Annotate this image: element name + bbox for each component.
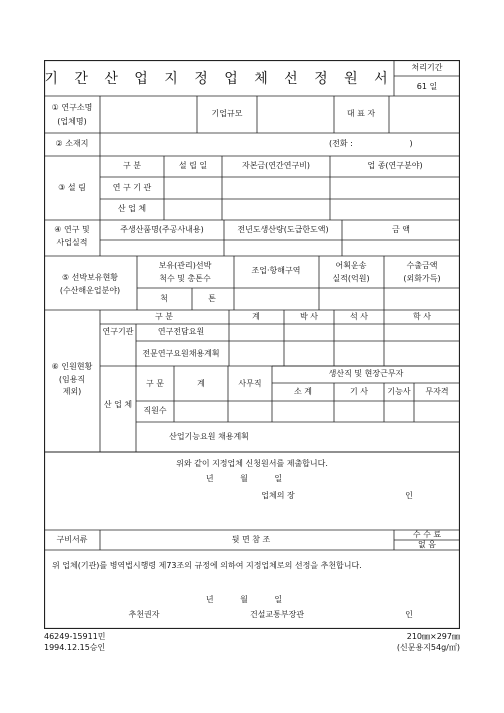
establish-head-gubun: 구 분 <box>123 161 141 170</box>
company-head-production: 생산직 및 현장근무자 <box>328 369 404 378</box>
company-sub-engineer: 기 사 <box>350 387 368 396</box>
staff-sublabel-b: 제외) <box>62 387 82 396</box>
see-reverse-side: 뒷 면 참 조 <box>231 535 271 544</box>
paper-size: 210㎜×297㎜ <box>406 632 460 641</box>
address-label: ② 소재지 <box>55 139 89 148</box>
recommender-label: 추천권자 <box>128 610 160 619</box>
staff-head-phd: 박 사 <box>300 312 318 321</box>
org-name-sublabel: (업체명) <box>57 117 87 126</box>
company-scale-label: 기업규모 <box>211 109 243 118</box>
vessel-status-sublabel: (수산해운업분야) <box>59 286 121 295</box>
company-head-office: 사무직 <box>238 379 262 388</box>
establish-head-capital: 자본금(연간연구비) <box>241 161 311 170</box>
staff-head-bachelor: 학 사 <box>413 312 431 321</box>
staff-head-total: 계 <box>252 312 260 321</box>
establish-row-company: 산 업 체 <box>117 204 147 213</box>
staff-label: ⑥ 인원현황 <box>51 362 93 371</box>
company-head-gubun: 구 문 <box>146 379 164 388</box>
staff-dedicated-researchers: 연구전담요원 <box>157 327 205 336</box>
form-title: 기 간 산 업 지 정 업 체 선 정 원 서 <box>44 71 394 87</box>
export-sublabel: (외화가득) <box>403 274 441 283</box>
fee-label: 수 수 료 <box>412 530 442 539</box>
company-sub-uncertified: 무자격 <box>425 387 449 396</box>
company-tech-hiring-plan: 산업기능요원 채용계획 <box>169 432 249 441</box>
approval-date: 1994.12.15승인 <box>44 643 106 652</box>
documents-label: 구비서류 <box>56 535 88 544</box>
vessel-owned-sublabel: 척수 및 총톤수 <box>159 274 211 283</box>
performance-sublabel: 사업실적 <box>56 238 88 247</box>
unit-tons: 톤 <box>208 294 216 303</box>
submission-statement: 위와 같이 지정업체 신청원서를 제출합니다. <box>176 459 328 468</box>
application-form <box>44 60 460 629</box>
company-head-total: 계 <box>197 379 205 388</box>
submission-date: 년 월 일 <box>205 474 283 483</box>
paper-type: (신문용지54g/㎡) <box>396 643 460 652</box>
performance-label: ④ 연구 및 <box>54 225 90 234</box>
phone-close: ) <box>409 139 413 148</box>
staff-researcher-hiring-plan: 전문연구요원채용계획 <box>142 349 220 358</box>
zone-label: 조업·항해구역 <box>251 266 301 275</box>
processing-label: 처리기간 <box>411 63 443 72</box>
fee-value: 없 음 <box>418 540 436 549</box>
form-number: 46249-15911민 <box>44 632 106 641</box>
vessel-owned-label: 보유(관리)선박 <box>158 261 212 270</box>
prev-year-label: 전년도생산량(도급한도액) <box>237 225 329 234</box>
company-employee-count: 직원수 <box>143 406 167 415</box>
establish-head-date: 설 립 일 <box>178 161 208 170</box>
staff-company-label: 산 업 체 <box>103 400 133 409</box>
fishing-label: 어획운송 <box>335 261 367 270</box>
establish-label: ③ 설 림 <box>58 183 86 192</box>
company-sub-technician: 기능사 <box>387 387 411 396</box>
unit-vessels: 척 <box>160 294 168 303</box>
establish-row-institute: 연 구 기 관 <box>112 183 152 192</box>
recommendation-seal: 인 <box>405 610 413 619</box>
establish-head-industry: 업 종(연구분야) <box>367 161 423 170</box>
minister-label: 건설교통부장관 <box>249 610 305 619</box>
recommendation-statement: 위 업체(기관)를 병역법시행령 제73조의 규정에 의하여 지정업체로의 선정을 추천합니다. <box>52 561 362 570</box>
amount-label: 금 액 <box>392 225 410 234</box>
main-product-label: 주생산품명(주공사내용) <box>120 225 204 234</box>
recommendation-date: 년 월 일 <box>205 595 283 604</box>
ceo-label: 대 표 자 <box>346 109 376 118</box>
export-label: 수출금액 <box>406 261 438 270</box>
processing-value: 61 일 <box>416 82 438 91</box>
staff-sublabel-a: (임용직 <box>58 375 86 384</box>
seal-mark: 인 <box>405 491 413 500</box>
company-sub-total: 소 계 <box>294 387 312 396</box>
fishing-sublabel: 실적(억원) <box>332 274 370 283</box>
org-name-label: ① 연구소명 <box>51 103 93 112</box>
phone-label: (전화 : <box>329 139 353 148</box>
staff-head-master: 석 사 <box>350 312 368 321</box>
vessel-status-label: ⑤ 선박보유현황 <box>61 273 119 282</box>
staff-institute-label: 연구기관 <box>102 327 134 336</box>
staff-head-gubun: 구 분 <box>155 312 173 321</box>
company-head-signature-label: 업체의 장 <box>261 491 295 500</box>
